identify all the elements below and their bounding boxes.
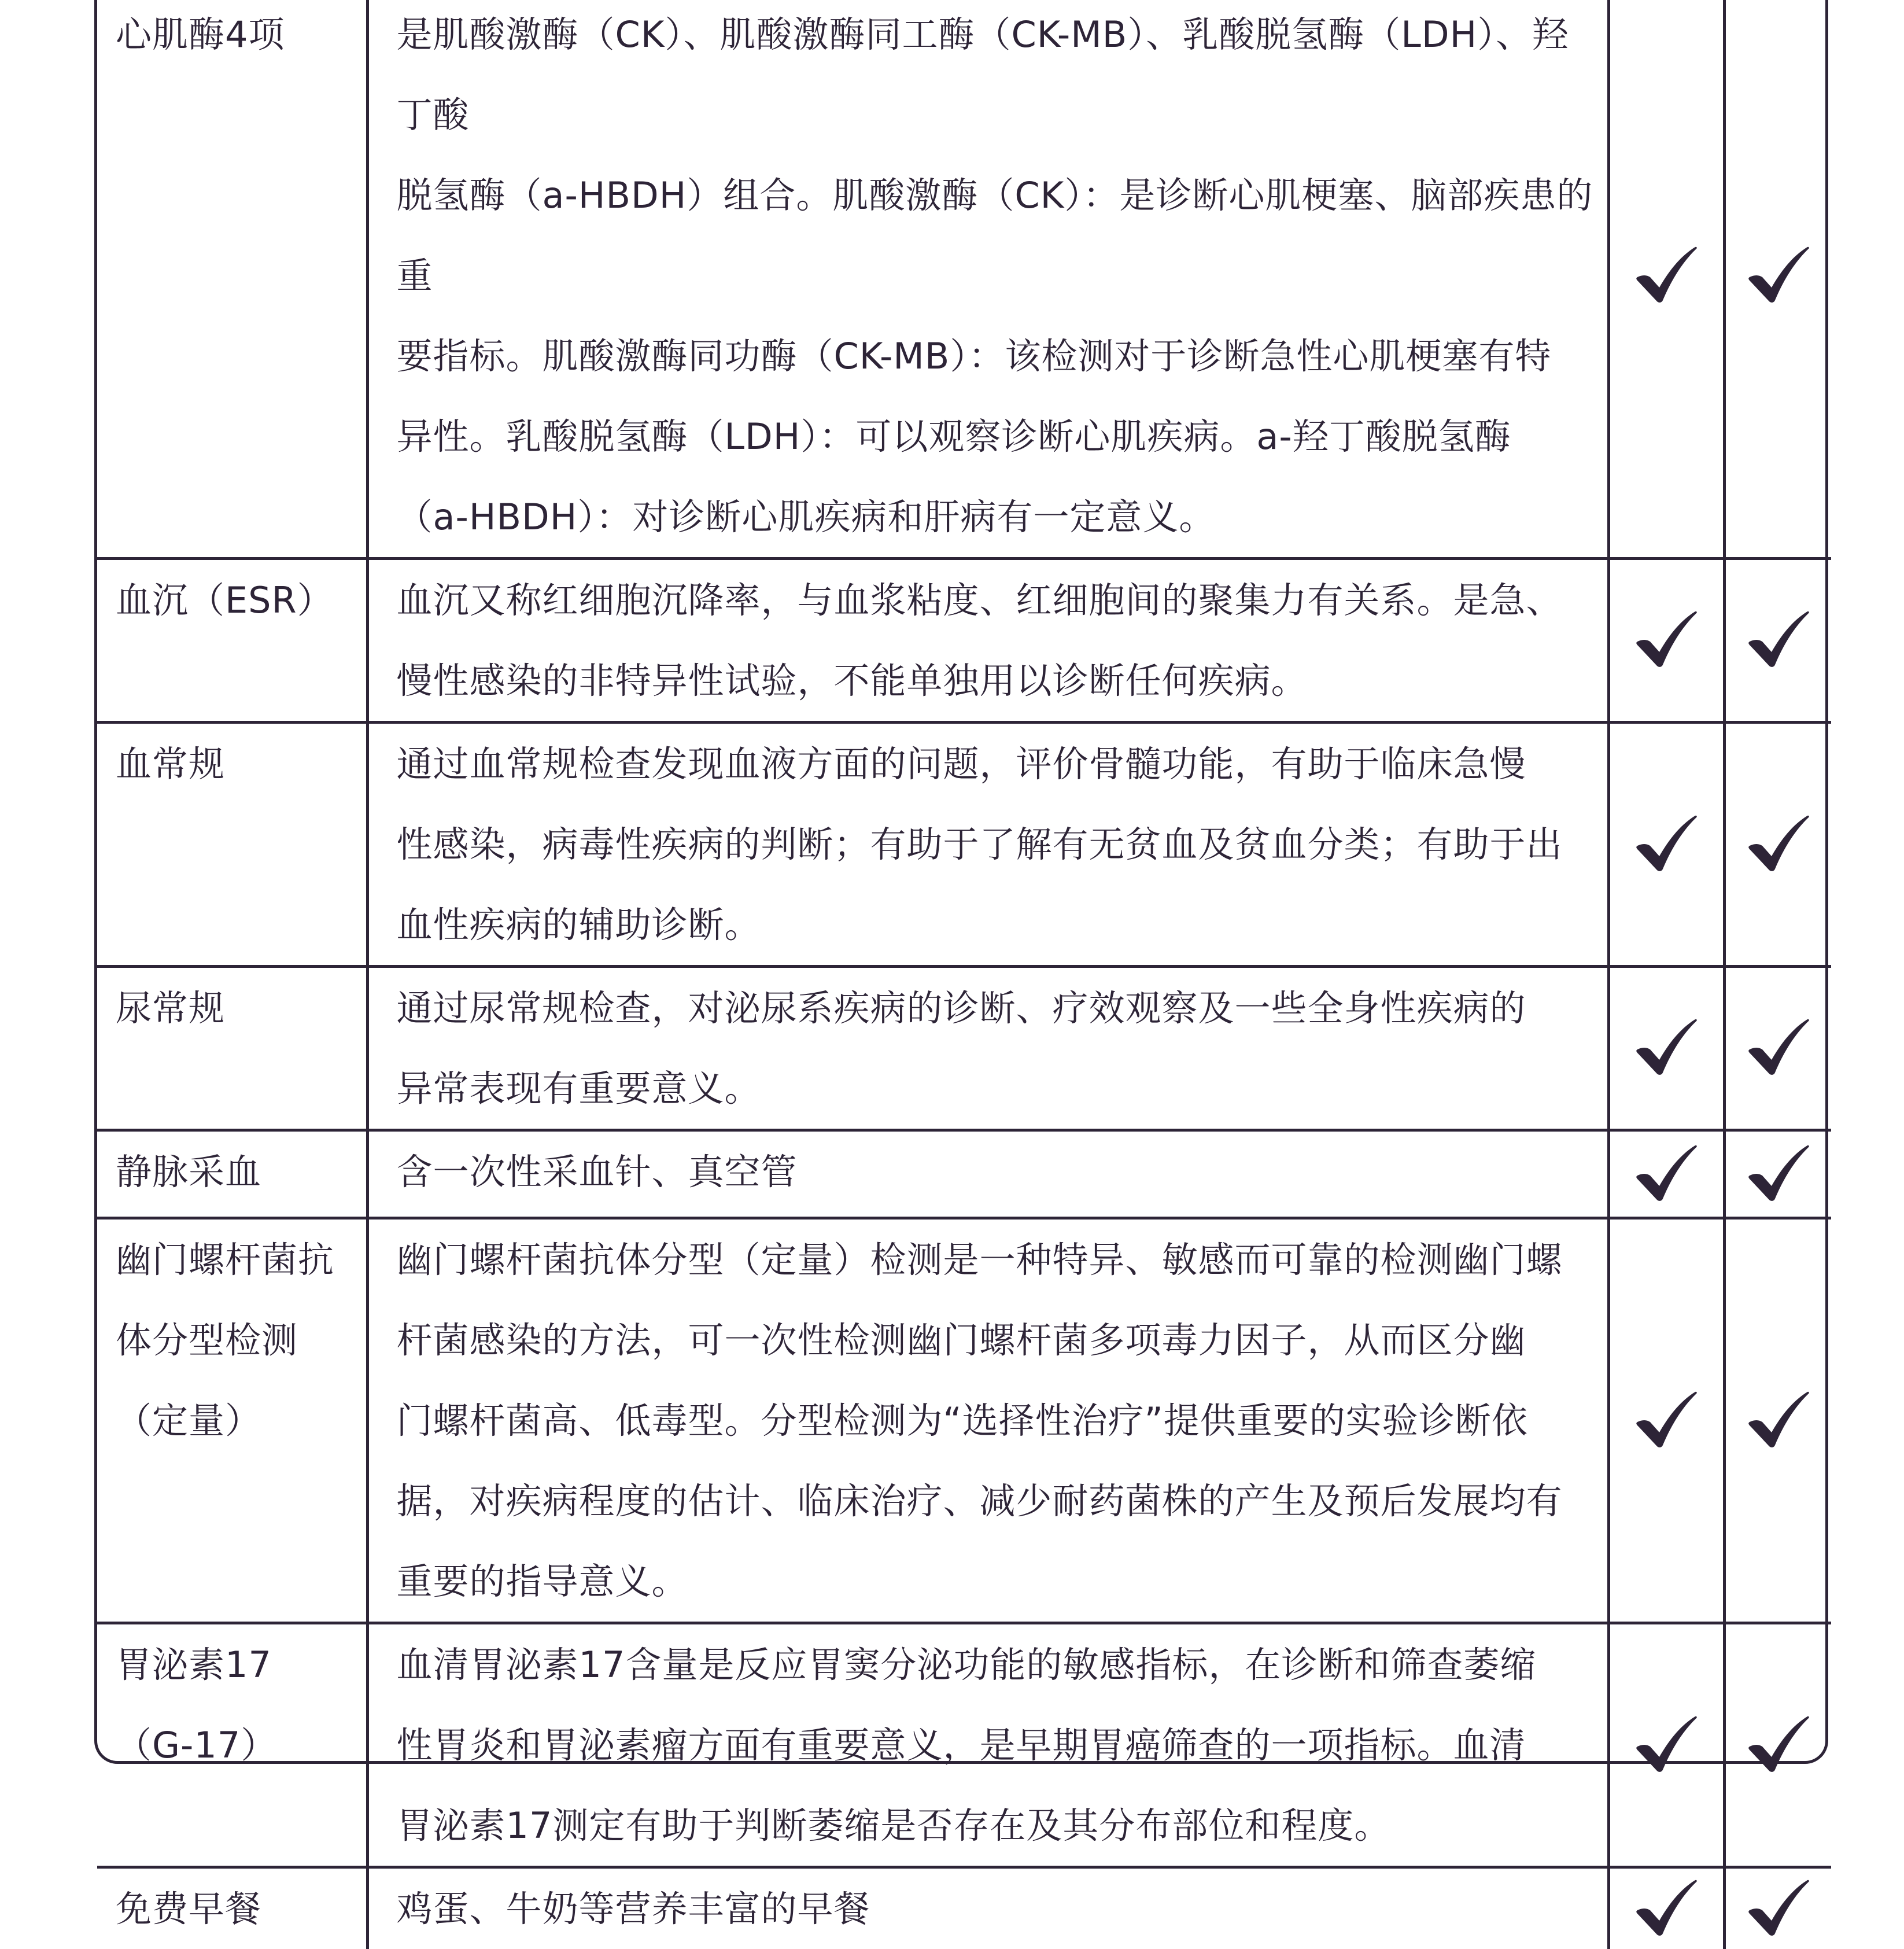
item-name: 幽门螺杆菌抗 体分型检测 （定量） <box>97 1219 366 1461</box>
item-description: 通过血常规检查发现血液方面的问题，评价骨髓功能，有助于临床急慢 性感染，病毒性疾病的判断；有助于了解有无贫血及贫血分类；有助于出 血性疾病的辅助诊断。 <box>369 724 1607 965</box>
item-description: 含一次性采血针、真空管 <box>369 1132 1607 1212</box>
check-mark-icon <box>1635 610 1698 668</box>
item-name: 胃泌素17 （G-17） <box>97 1624 366 1785</box>
check-mark-icon <box>1635 246 1698 304</box>
check-mark-icon <box>1747 1715 1810 1773</box>
check-mark-icon <box>1635 1391 1698 1449</box>
check-mark-icon <box>1635 1144 1698 1202</box>
item-name: 静脉采血 <box>97 1132 366 1212</box>
table-row <box>97 723 1831 967</box>
item-name: 血沉（ESR） <box>97 560 366 640</box>
item-description: 血清胃泌素17含量是反应胃窦分泌功能的敏感指标，在诊断和筛查萎缩 性胃炎和胃泌素瘤方面有重要意义，是早期胃癌筛查的一项指标。血清 胃泌素17测定有助于判断萎缩是否存在及其分布部位和程度。 <box>369 1624 1607 1866</box>
item-name: 尿常规 <box>97 968 366 1048</box>
item-description: 血沉又称红细胞沉降率，与血浆粘度、红细胞间的聚集力有关系。是急、 慢性感染的非特异性试验，不能单独用以诊断任何疾病。 <box>369 560 1607 721</box>
check-mark-icon <box>1747 610 1810 668</box>
items-table <box>97 0 1831 1949</box>
checkup-items-table <box>94 0 1828 1764</box>
check-mark-icon <box>1747 815 1810 872</box>
item-description: 通过尿常规检查，对泌尿系疾病的诊断、疗效观察及一些全身性疾病的 异常表现有重要意义。 <box>369 968 1607 1129</box>
item-name: 血常规 <box>97 724 366 804</box>
table-row <box>97 1623 1831 1867</box>
table-row <box>97 967 1831 1130</box>
check-mark-icon <box>1635 1018 1698 1076</box>
item-description: 是肌酸激酶（CK）、肌酸激酶同工酶（CK-MB）、乳酸脱氢酶（LDH）、羟丁酸 脱氢酶（a-HBDH）组合。肌酸激酶（CK）：是诊断心肌梗塞、脑部疾患的重 要指标。肌酸激酶同功酶（CK-MB）：该检测对于诊断急性心肌梗塞有特 异性。乳酸脱氢酶（LDH）：可以观察诊断心肌疾病。a-羟丁酸脱氢酶 （a-HBDH）：对诊断心肌疾病和肝病有一定意义。 <box>369 0 1607 557</box>
check-mark-icon <box>1635 1715 1698 1773</box>
table-row <box>97 1218 1831 1623</box>
item-name: 心肌酶4项 <box>97 0 366 75</box>
check-mark-icon <box>1635 1879 1698 1937</box>
check-mark-icon <box>1747 1144 1810 1202</box>
check-mark-icon <box>1747 1879 1810 1937</box>
item-name: 免费早餐 <box>97 1869 366 1949</box>
check-mark-icon <box>1635 815 1698 872</box>
table-row <box>97 559 1831 723</box>
item-description: 鸡蛋、牛奶等营养丰富的早餐 <box>369 1869 1607 1949</box>
item-description: 幽门螺杆菌抗体分型（定量）检测是一种特异、敏感而可靠的检测幽门螺 杆菌感染的方法，可一次性检测幽门螺杆菌多项毒力因子，从而区分幽 门螺杆菌高、低毒型。分型检测为“选择性治疗”提供重要的实验诊断依 据，对疾病程度的估计、临床治疗、减少耐药菌株的产生及预后发展均有 重要的指导意义。 <box>369 1219 1607 1622</box>
check-mark-icon <box>1747 246 1810 304</box>
check-mark-icon <box>1747 1018 1810 1076</box>
table-row <box>97 1867 1831 1949</box>
table-row <box>97 0 1831 559</box>
table-row <box>97 1130 1831 1218</box>
check-mark-icon <box>1747 1391 1810 1449</box>
